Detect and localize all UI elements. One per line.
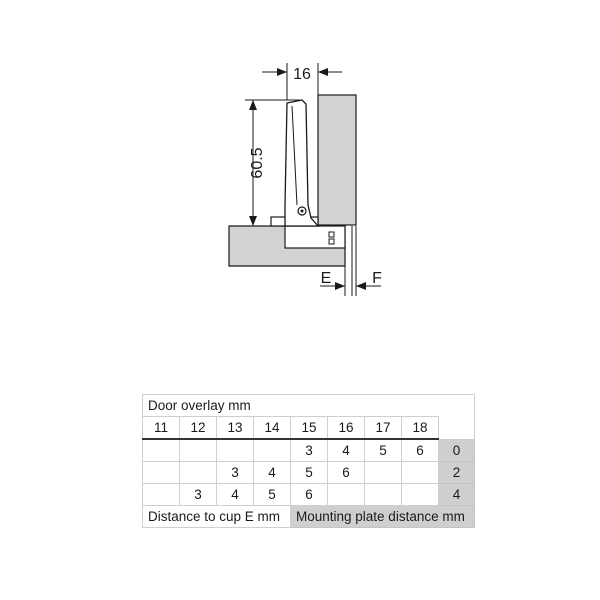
overlay-value: 17 — [365, 417, 402, 440]
table-footer-row — [143, 506, 475, 528]
cup-distance-cell: 3 — [217, 462, 254, 484]
table-row — [143, 462, 475, 484]
plate-distance-cell: 0 — [439, 439, 475, 462]
table-row — [143, 439, 475, 462]
plate-header-cell — [439, 417, 475, 440]
overlay-value: 12 — [180, 417, 217, 440]
cup-screw-hole — [329, 239, 334, 244]
cup-distance-cell — [365, 462, 402, 484]
cup-distance-cell — [402, 462, 439, 484]
table-row — [143, 484, 475, 506]
dim-arrowhead-top — [249, 100, 257, 110]
overlay-value: 14 — [254, 417, 291, 440]
cup-distance-cell: 4 — [217, 484, 254, 506]
dim-width-label: 16 — [293, 66, 311, 83]
plate-distance-cell: 4 — [439, 484, 475, 506]
cup-distance-cell — [143, 462, 180, 484]
table-corner — [439, 395, 475, 417]
plate-distance-cell: 2 — [439, 462, 475, 484]
cup-distance-cell — [143, 439, 180, 462]
cup-distance-cell — [143, 484, 180, 506]
cup-distance-cell: 3 — [291, 439, 328, 462]
cup-distance-cell — [365, 484, 402, 506]
table-title: Door overlay mm — [143, 395, 439, 417]
cabinet-side-panel — [318, 95, 356, 225]
cup-distance-cell: 3 — [180, 484, 217, 506]
cup-distance-cell — [180, 439, 217, 462]
cup-distance-cell — [180, 462, 217, 484]
footer-plate-distance-label: Mounting plate distance mm — [291, 506, 475, 528]
cup-distance-cell: 4 — [254, 462, 291, 484]
overlay-value: 16 — [328, 417, 365, 440]
cup-distance-cell — [328, 484, 365, 506]
hinge-pivot-center — [301, 210, 304, 213]
cup-distance-cell: 5 — [365, 439, 402, 462]
dim-arrowhead-bottom — [249, 216, 257, 226]
overlay-table — [142, 394, 475, 528]
overlay-value: 11 — [143, 417, 180, 440]
cup-distance-cell: 5 — [254, 484, 291, 506]
dim-f-label: F — [372, 270, 382, 287]
cup-distance-cell: 6 — [402, 439, 439, 462]
overlay-header-row — [143, 417, 475, 440]
cup-distance-cell: 4 — [328, 439, 365, 462]
cup-distance-cell: 6 — [328, 462, 365, 484]
cup-distance-cell: 6 — [291, 484, 328, 506]
cup-distance-cell — [217, 439, 254, 462]
cup-distance-cell — [402, 484, 439, 506]
hinge-cup — [285, 226, 345, 248]
dim-e-label: E — [320, 270, 332, 287]
overlay-value: 15 — [291, 417, 328, 440]
dim-height-label: 60.5 — [249, 147, 266, 179]
footer-cup-distance-label: Distance to cup E mm — [143, 506, 291, 528]
overlay-value: 18 — [402, 417, 439, 440]
cup-distance-cell: 5 — [291, 462, 328, 484]
cup-screw-hole — [329, 232, 334, 237]
cup-distance-cell — [254, 439, 291, 462]
overlay-value: 13 — [217, 417, 254, 440]
